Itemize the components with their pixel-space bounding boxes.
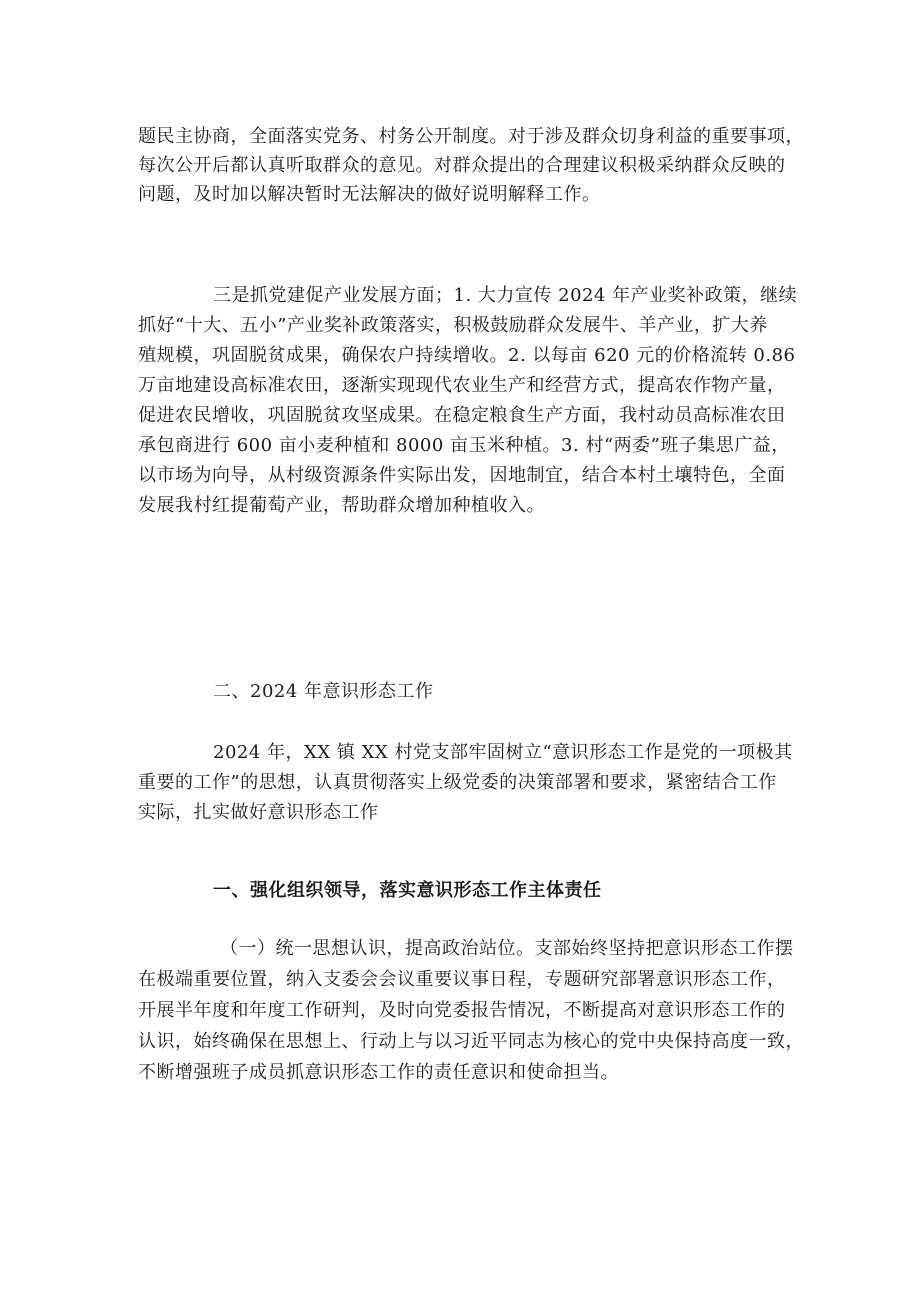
text-line: 以市场为向导，从村级资源条件实际出发，因地制宜，结合本村土壤特色，全面 [138,465,786,486]
text-line: 问题，及时加以解决暂时无法解决的做好说明解释工作。 [138,184,601,205]
paragraph-ideology-intro [138,738,808,828]
text-line: 促进农民增收，巩固脱贫攻坚成果。在稳定粮食生产方面，我村动员高标准农田 [138,405,786,426]
section-heading: 二、2024 年意识形态工作 [213,681,434,702]
subheading-text: 一、强化组织领导，落实意识形态工作主体责任 [213,880,602,901]
text-line: 抓好“十大、五小”产业奖补政策落实，积极鼓励群众发展牛、羊产业，扩大养 [138,315,768,336]
text-line: （一）统一思想认识，提高政治站位。支部始终坚持把意识形态工作摆 [220,938,794,959]
text-line: 2024 年，XX 镇 XX 村党支部牢固树立“意识形态工作是党的一项极其 [213,742,793,763]
paragraph-democratic-consultation [138,122,808,209]
paragraph-unified-thinking [138,933,808,1088]
section-title-ideology-work [138,677,808,706]
text-line: 不断增强班子成员抓意识形态工作的责任意识和使命担当。 [138,1062,619,1083]
text-line: 在极端重要位置，纳入支委会会议重要议事日程，专题研究部署意识形态工作， [138,969,786,990]
paragraph-industry-development [138,281,808,521]
text-line: 发展我村红提葡萄产业，帮助群众增加种植收入。 [138,495,545,516]
text-line: 殖规模，巩固脱贫成果，确保农户持续增收。2. 以每亩 620 元的价格流转 0.86 [138,345,796,366]
subheading-organizational-leadership [138,876,808,905]
text-line: 重要的工作”的思想，认真贯彻落实上级党委的决策部署和要求，紧密结合工作 [138,772,777,793]
text-line: 题民主协商，全面落实党务、村务公开制度。对于涉及群众切身利益的重要事项， [138,126,804,147]
text-line: 实际，扎实做好意识形态工作 [138,802,379,823]
text-line: 万亩地建设高标准农田，逐渐实现现代农业生产和经营方式，提高农作物产量， [138,375,786,396]
text-line: 开展半年度和年度工作研判，及时向党委报告情况，不断提高对意识形态工作的 [138,1000,786,1021]
text-line: 承包商进行 600 亩小麦种植和 8000 亩玉米种植。3. 村“两委”班子集思广益， [138,435,790,456]
text-line: 认识，始终确保在思想上、行动上与以习近平同志为核心的党中央保持高度一致， [138,1031,804,1052]
text-line: 三是抓党建促产业发展方面；1. 大力宣传 2024 年产业奖补政策，继续 [213,285,798,306]
text-line: 每次公开后都认真听取群众的意见。对群众提出的合理建议积极采纳群众反映的 [138,155,786,176]
